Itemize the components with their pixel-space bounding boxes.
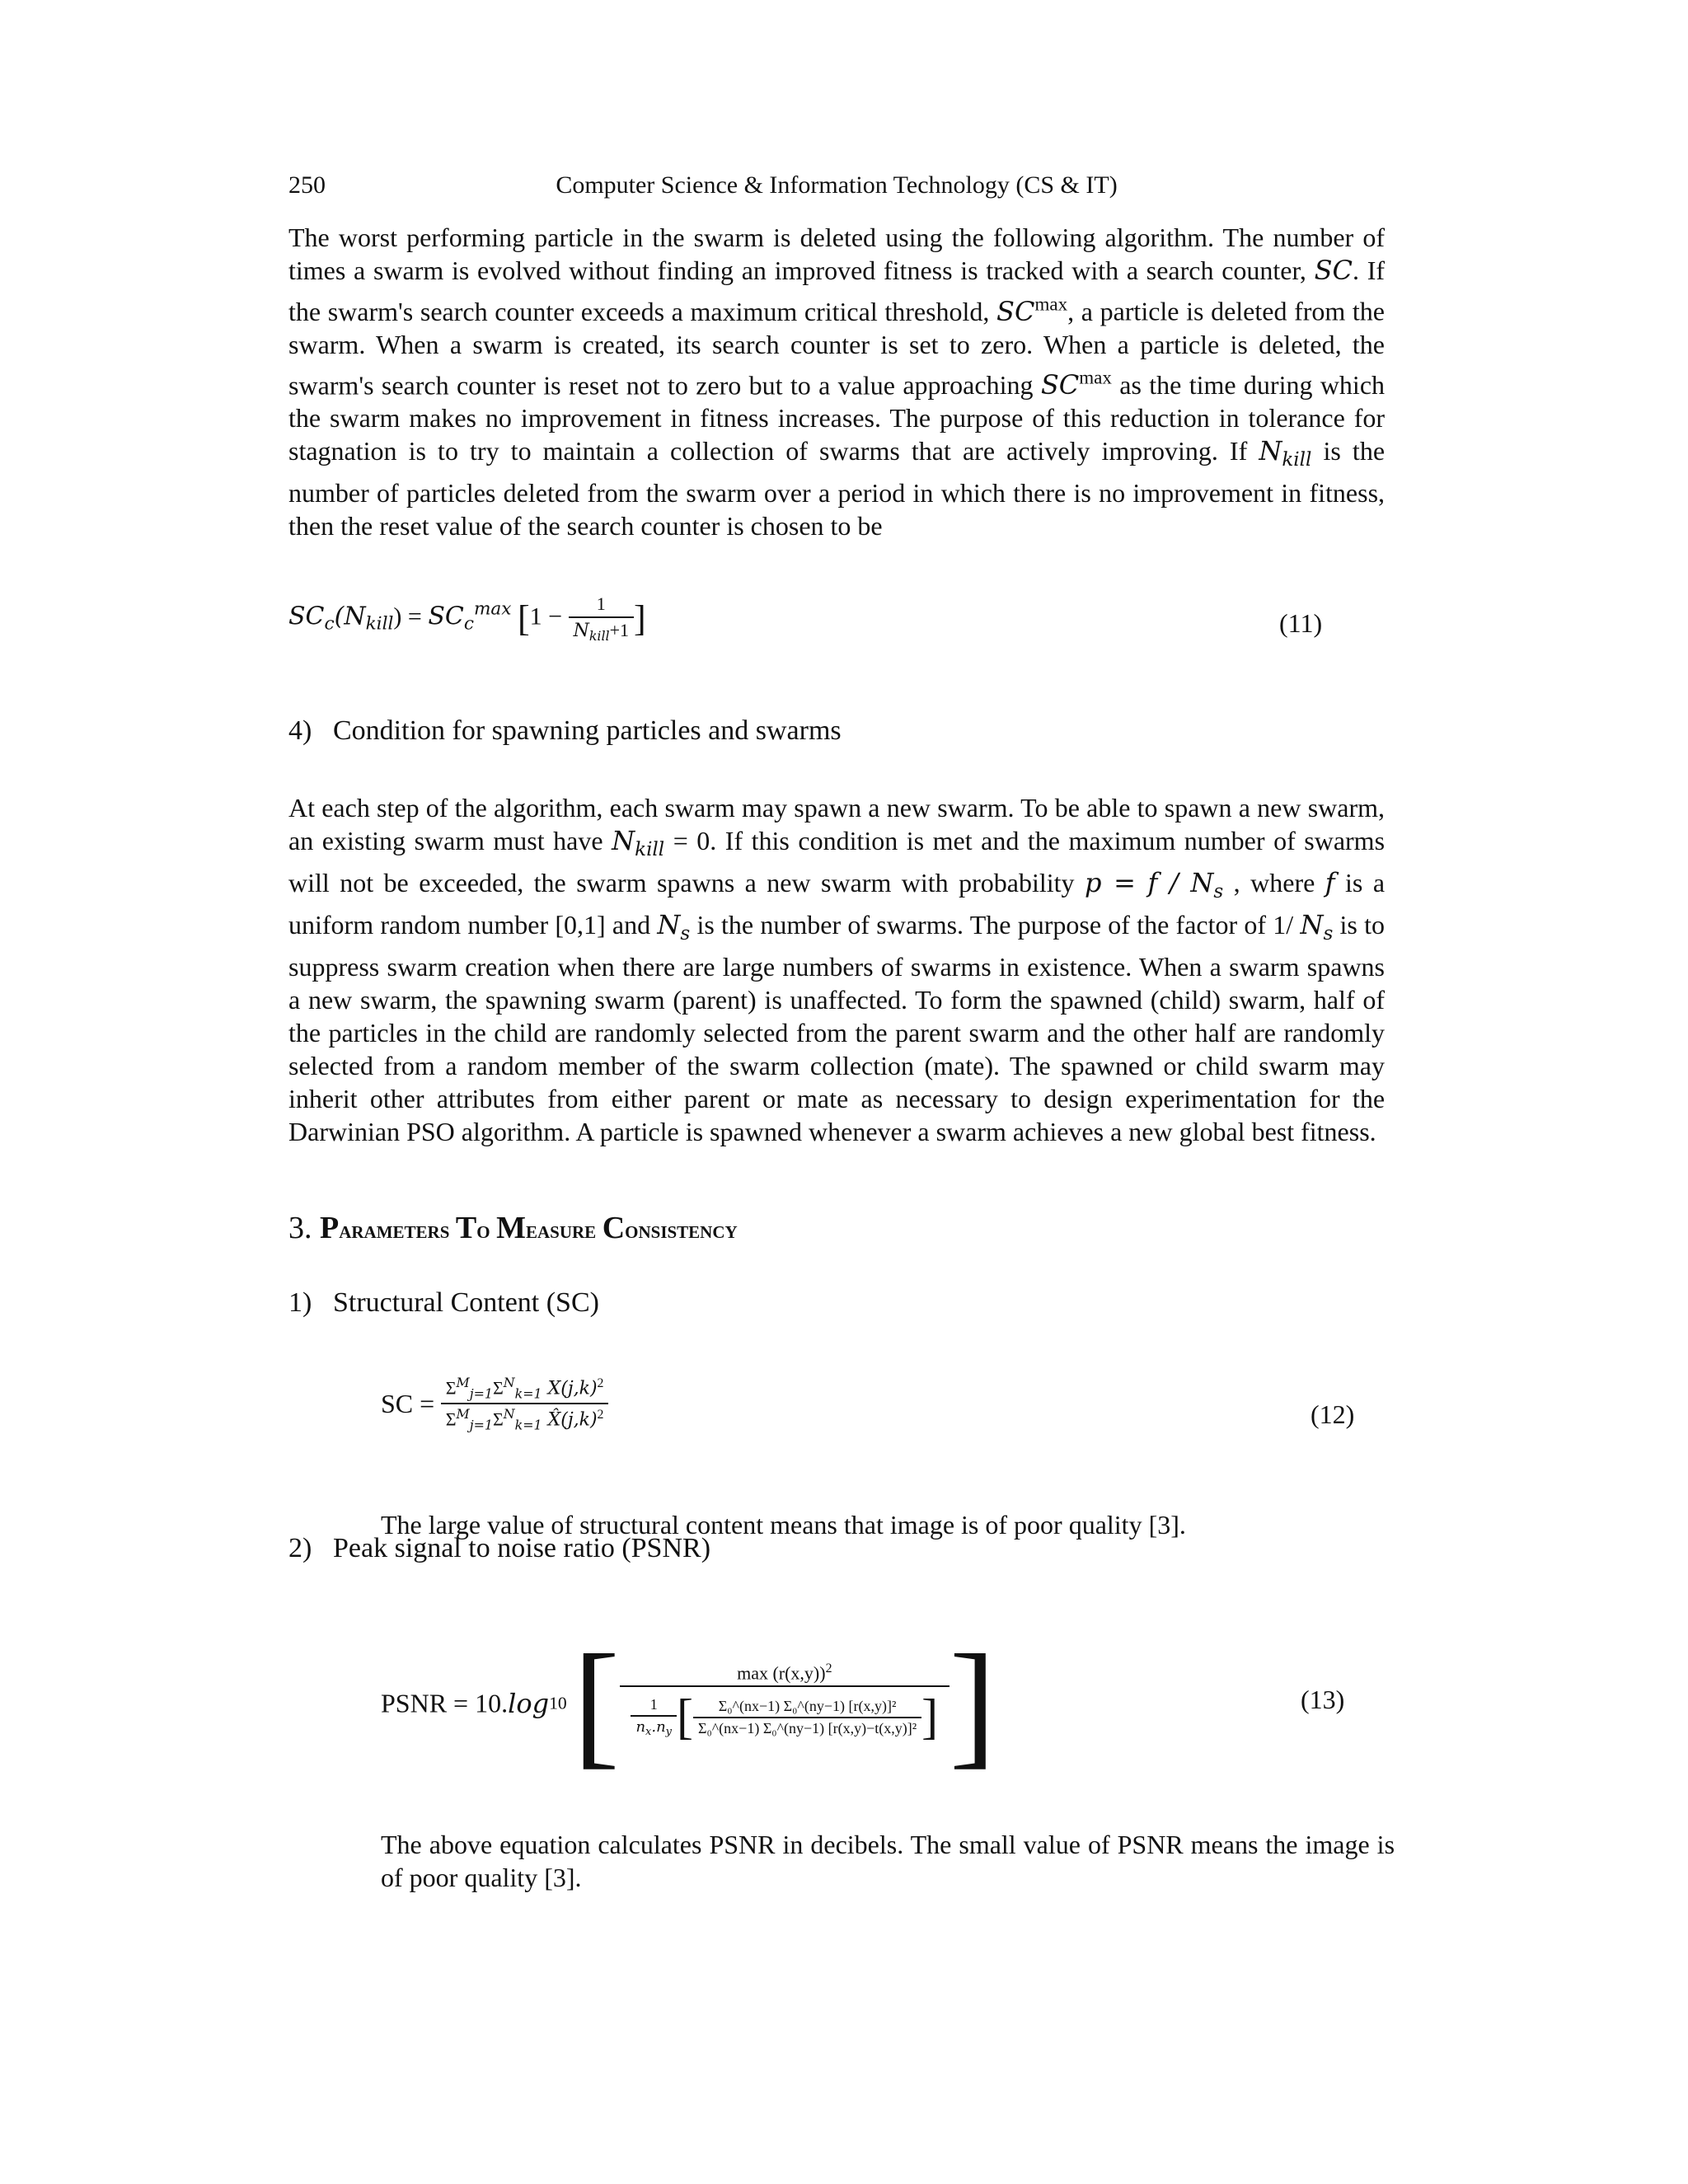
list-item-heading-4: 4) Condition for spawning particles and swarms (288, 715, 842, 746)
text-line: search counter is chosen to be (566, 511, 883, 541)
list-item-heading-1: 1) Structural Content (SC) (288, 1287, 599, 1318)
text-line: number of times a swarm is evolved without finding an improved fitness is tracked with a search (288, 223, 1385, 285)
text-line: At each step of the algorithm, each swarm may spawn a new swarm. To be able to spawn a new (288, 793, 1301, 823)
text-line: collection (mate). The spawned or child swarm may inherit other attributes from either parent or (288, 1050, 1385, 1113)
text-line: the swarm over a period in which there is no improvement in fitness, then the reset value of the (288, 478, 1386, 541)
page-number: 250 (288, 171, 326, 199)
running-title: Computer Science & Information Technology (CS & IT) (556, 171, 1118, 199)
running-header (288, 171, 1385, 204)
text-line: increases. The purpose of this reduction in tolerance for stagnation is to try to maintain a (288, 403, 1386, 466)
equation-13: PSNR = 10.log10 [ $\max (r(x,y))^2$ $\frac{1}{n_x.n_y}$ [ $\frac{\text{Σ₀\textasciicircum{}(nx−1) Σ₀\textasciicircum{}(ny−1) [r(x,y)]²}}{\text{Σ₀\textasciicircum{}(nx−1) Σ₀\textasciicircum{}(ny−1) [r(x,y)−t(x,y)]²}}$ ] ] (381, 1626, 996, 1781)
text-line: collection of swarms that are actively improving. If $N_{kill}$ is the number of particles deleted from (288, 435, 1386, 509)
paragraph-structural-content: The large value of structural content means that image is of poor quality [3]. (381, 1510, 1186, 1540)
paragraph-psnr (381, 1828, 1395, 1894)
text-line: particle is deleted from the swarm. When a swarm is created, its search counter is set to zero. (288, 296, 1386, 359)
equation-12: SC = $\frac{\Sigma^M_{j=1}\Sigma^N_{k=1} X(j,k)^2}{\Sigma^M_{j=1}\Sigma^N_{k=1} X̂(j,k)^2}$ (381, 1375, 608, 1433)
text-line: of swarms will not be exceeded, the swarm spawns a new swarm with probability $p = f / N_s$ , (288, 826, 1386, 902)
equation-number-11: (11) (1279, 608, 1323, 638)
text-line: The above equation calculates PSNR in decibels. The small value of PSNR means the (381, 1830, 1298, 1859)
list-item-heading-2: 2) Peak signal to noise ratio (PSNR) (288, 1533, 711, 1563)
text-line: parent swarm and the other half are randomly selected from a random member of the swarm (288, 1017, 1386, 1080)
text-line: where f is a uniform random number [0,1] and $N_s$ is the number of swarms. The purpose of the (288, 866, 1386, 944)
equation-number-13: (13) (1301, 1685, 1345, 1714)
text-line: factor of 1/ $N_s$ is to suppress swarm creation when there are large numbers of swarms in (288, 908, 1385, 982)
text-line: spawned whenever a swarm achieves a new global best fitness. (710, 1116, 1376, 1146)
paragraph-deletion-algorithm (288, 221, 1385, 542)
text-line: form the spawned (child) swarm, half of the particles in the child are randomly selected from the (288, 984, 1386, 1047)
text-line: existence. When a swarm spawns a new swarm, the spawning swarm (parent) is unaffected. To (288, 951, 1386, 1015)
text-line: image is of poor quality [3]. (381, 1830, 1395, 1892)
paragraph-spawning (288, 791, 1385, 1148)
text-line: The worst performing particle in the swarm is deleted using the following algorithm. The (288, 223, 1264, 252)
section-heading: 3. Parameters To Measure Consistency (288, 1211, 738, 1245)
text-line: mate as necessary to design experimentation for the Darwinian PSO algorithm. A particle is (288, 1083, 1386, 1146)
equation-number-12: (12) (1311, 1399, 1355, 1429)
text-line: swarm, an existing swarm must have $N_{kill} = 0$. If this condition is met and the maximum number (288, 793, 1386, 860)
text-line: approaching $SC^{max}$ as the time during which the swarm makes no improvement in fitness (288, 366, 1386, 434)
text-line: counter, SC. If the swarm's search counter exceeds a maximum critical threshold, $SC^{max}$, a (288, 255, 1386, 327)
text-line: When a particle is deleted, the swarm's search counter is reset not to zero but to a value (288, 329, 1386, 401)
equation-11: $SC_c(N_{kill}) = SC_c^{max}$ [1 − $\frac{1}{N_{kill}+1}$ ] (288, 593, 646, 644)
